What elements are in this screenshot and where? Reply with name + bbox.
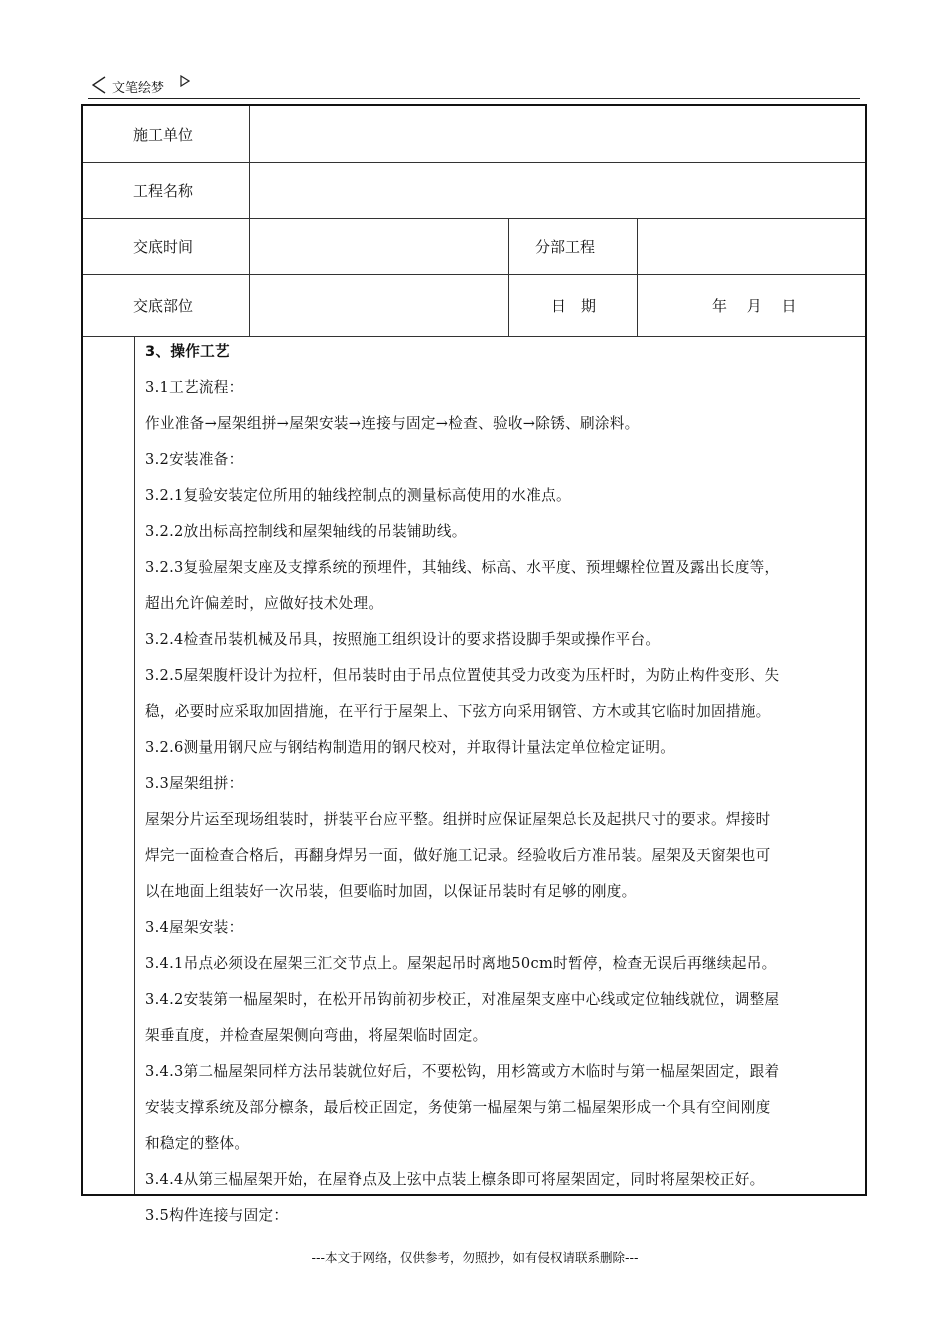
text-line: 3.2.5屋架腹杆设计为拉杆，但吊装时由于吊点位置使其受力改变为压杆时，为防止构件变形、失 <box>145 667 780 684</box>
text-line: 以在地面上组装好一次吊装，但要临时加固，以保证吊装时有足够的刚度。 <box>145 883 637 900</box>
date-label: 日 期 <box>551 296 597 315</box>
briefing-form <box>81 104 867 1224</box>
page-header <box>88 74 860 99</box>
row-briefing-part <box>83 274 865 337</box>
operation-process-section <box>83 336 865 1224</box>
text-line: 和稳定的整体。 <box>145 1135 250 1152</box>
text-line: 3.2.6测量用钢尺应与钢结构制造用的钢尺校对，并取得计量法定单位检定证明。 <box>145 739 676 756</box>
right-triangle-icon <box>180 75 190 87</box>
text-line: 3.2安装准备： <box>145 451 244 468</box>
construction-unit-value[interactable] <box>250 106 865 162</box>
content-text-block <box>145 334 857 1234</box>
text-line: 安装支撑系统及部分檩条，最后校正固定，务使第一榀屋架与第二榀屋架形成一个具有空间刚度 <box>145 1099 771 1116</box>
briefing-part-value[interactable] <box>250 274 508 336</box>
briefing-time-label: 交底时间 <box>133 237 194 256</box>
row-project-name <box>83 162 865 219</box>
text-line: 3.4.2安装第一榀屋架时，在松开吊钩前初步校正，对准屋架支座中心线或定位轴线就位，调整屋 <box>145 991 780 1008</box>
briefing-time-value[interactable] <box>250 218 508 274</box>
text-line: 3.4.3第二榀屋架同样方法吊装就位好后，不要松钩，用杉篙或方木临时与第一榀屋架固定，跟着 <box>145 1063 780 1080</box>
sub-project-value[interactable] <box>638 218 865 274</box>
text-line: 作业准备→屋架组拼→屋架安装→连接与固定→检查、验收→除锈、刷涂料。 <box>145 415 640 432</box>
briefing-part-label: 交底部位 <box>133 296 194 315</box>
project-name-value[interactable] <box>250 162 865 218</box>
row-construction-unit <box>83 106 865 163</box>
text-line: 3.3屋架组拼： <box>145 775 244 792</box>
row-briefing-time <box>83 218 865 275</box>
text-line: 3.4.1吊点必须设在屋架三汇交节点上。屋架起吊时离地50cm时暂停，检查无误后再继续起吊。 <box>145 955 777 972</box>
text-line: 屋架分片运至现场组装时，拼装平台应平整。组拼时应保证屋架总长及起拱尺寸的要求。焊接时 <box>145 811 771 828</box>
header-title: 文笔绘梦 <box>112 81 165 96</box>
text-line: 稳，必要时应采取加固措施，在平行于屋架上、下弦方向采用钢管、方木或其它临时加固措施。 <box>145 703 771 720</box>
section-heading: 3、操作工艺 <box>145 343 230 360</box>
left-triangle-icon <box>92 76 106 94</box>
text-line: 3.2.1复验安装定位所用的轴线控制点的测量标高使用的水准点。 <box>145 487 571 504</box>
date-value[interactable]: 年 月 日 <box>712 296 797 315</box>
text-line: 焊完一面检查合格后，再翻身焊另一面，做好施工记录。经验收后方准吊装。屋架及天窗架也可 <box>145 847 771 864</box>
text-line: 3.2.2放出标高控制线和屋架轴线的吊装铺助线。 <box>145 523 467 540</box>
text-line: 超出允许偏差时，应做好技术处理。 <box>145 595 384 612</box>
project-name-label: 工程名称 <box>133 181 194 200</box>
text-line: 3.4.4从第三榀屋架开始，在屋脊点及上弦中点装上檩条即可将屋架固定，同时将屋架校正好。 <box>145 1171 765 1188</box>
construction-unit-label: 施工单位 <box>133 125 194 144</box>
sub-project-label: 分部工程 <box>535 237 596 256</box>
content-left-margin-line <box>134 336 135 1194</box>
text-line: 架垂直度，并检查屋架侧向弯曲，将屋架临时固定。 <box>145 1027 488 1044</box>
text-line: 3.2.4检查吊装机械及吊具，按照施工组织设计的要求搭设脚手架或操作平台。 <box>145 631 661 648</box>
text-line: 3.2.3复验屋架支座及支撑系统的预埋件，其轴线、标高、水平度、预埋螺栓位置及露出长度等， <box>145 559 780 576</box>
text-line: 3.5构件连接与固定： <box>145 1207 289 1224</box>
text-line: 3.1工艺流程： <box>145 379 244 396</box>
disclaimer-footer: ---本文于网络，仅供参考，勿照抄，如有侵权请联系删除--- <box>311 1250 639 1265</box>
text-line: 3.4屋架安装： <box>145 919 244 936</box>
